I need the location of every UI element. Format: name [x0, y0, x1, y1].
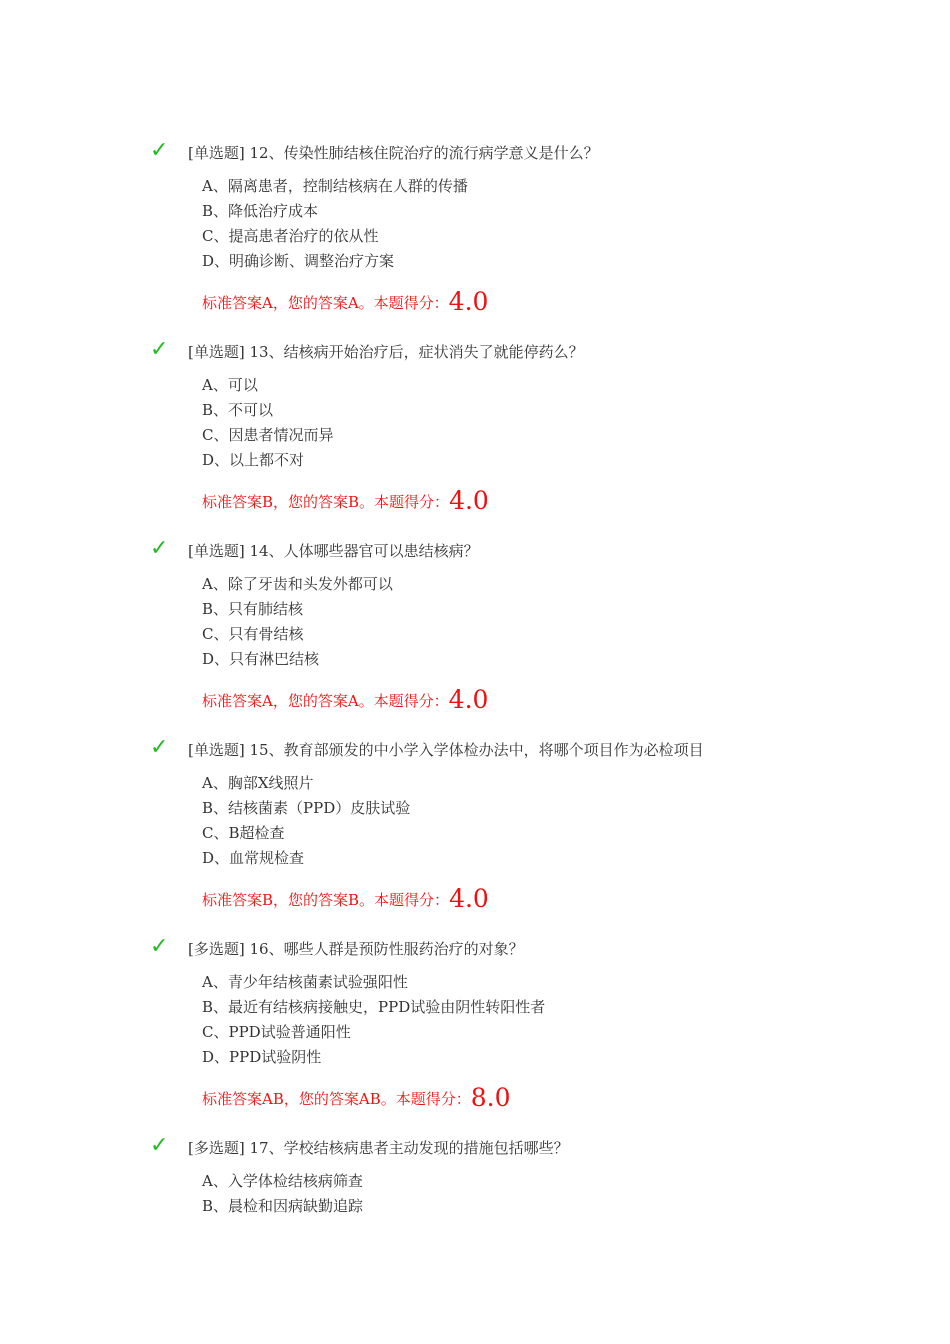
question-text: 12、传染性肺结核住院治疗的流行病学意义是什么？: [249, 144, 599, 162]
answer-line: [202, 687, 488, 712]
option-item: A、青少年结核菌素试验强阳性: [202, 973, 408, 991]
option-item: A、胸部X线照片: [202, 774, 314, 792]
answer-text: 标准答案B，您的答案B。本题得分：: [202, 493, 450, 511]
check-icon: ✓: [150, 735, 169, 760]
question-text: 17、学校结核病患者主动发现的措施包括哪些？: [249, 1139, 569, 1157]
question-title: [188, 345, 584, 360]
score-value: 4.0: [448, 287, 489, 316]
answer-line: [202, 886, 489, 911]
answer-text: 标准答案A，您的答案A。本题得分：: [202, 692, 449, 710]
check-icon: ✓: [150, 337, 169, 362]
question-text: 15、教育部颁发的中小学入学体检办法中，将哪个项目作为必检项目: [249, 741, 704, 759]
question-type: [单选题]: [188, 343, 245, 361]
score-value: 4.0: [448, 685, 489, 714]
check-icon: ✓: [150, 138, 169, 163]
option-item: C、B超检查: [202, 824, 285, 842]
question-text: 13、结核病开始治疗后，症状消失了就能停药么？: [249, 343, 584, 361]
question-text: 16、哪些人群是预防性服药治疗的对象？: [249, 940, 524, 958]
option-item: C、提高患者治疗的依从性: [202, 227, 379, 245]
score-value: 4.0: [449, 486, 489, 515]
option-item: D、以上都不对: [202, 451, 305, 469]
check-icon: ✓: [150, 934, 169, 959]
option-item: B、只有肺结核: [202, 600, 304, 618]
question-type: [单选题]: [188, 542, 245, 560]
option-item: B、最近有结核病接触史，PPD试验由阴性转阳性者: [202, 998, 546, 1016]
option-item: D、血常规检查: [202, 849, 305, 867]
option-item: D、只有淋巴结核: [202, 650, 320, 668]
question-text: 14、人体哪些器官可以患结核病？: [249, 542, 479, 560]
score-value: 8.0: [470, 1083, 511, 1112]
check-icon: ✓: [150, 536, 169, 561]
answer-text: 标准答案B，您的答案B。本题得分：: [202, 891, 450, 909]
option-item: B、降低治疗成本: [202, 202, 319, 220]
option-item: A、入学体检结核病筛查: [202, 1172, 363, 1190]
question-title: [188, 146, 599, 161]
answer-line: [202, 488, 489, 513]
question-title: [188, 743, 704, 758]
question-title: [188, 1141, 569, 1156]
answer-text: 标准答案A，您的答案A。本题得分：: [202, 294, 449, 312]
check-icon: ✓: [150, 1133, 169, 1158]
option-item: B、结核菌素（PPD）皮肤试验: [202, 799, 411, 817]
question-type: [单选题]: [188, 144, 245, 162]
question-type: [多选题]: [188, 940, 245, 958]
option-item: A、可以: [202, 376, 258, 394]
question-type: [多选题]: [188, 1139, 245, 1157]
question-title: [188, 544, 479, 559]
answer-line: [202, 289, 488, 314]
option-item: C、因患者情况而异: [202, 426, 334, 444]
option-item: C、PPD试验普通阳性: [202, 1023, 351, 1041]
question-type: [单选题]: [188, 741, 245, 759]
option-item: D、PPD试验阴性: [202, 1048, 322, 1066]
option-item: A、隔离患者，控制结核病在人群的传播: [202, 177, 468, 195]
question-title: [188, 942, 524, 957]
option-item: C、只有骨结核: [202, 625, 304, 643]
score-value: 4.0: [449, 884, 489, 913]
answer-line: [202, 1085, 510, 1110]
option-item: B、晨检和因病缺勤追踪: [202, 1197, 364, 1215]
option-item: A、除了牙齿和头发外都可以: [202, 575, 393, 593]
answer-text: 标准答案AB，您的答案AB。本题得分：: [202, 1090, 471, 1108]
option-item: D、明确诊断、调整治疗方案: [202, 252, 395, 270]
option-item: B、不可以: [202, 401, 274, 419]
